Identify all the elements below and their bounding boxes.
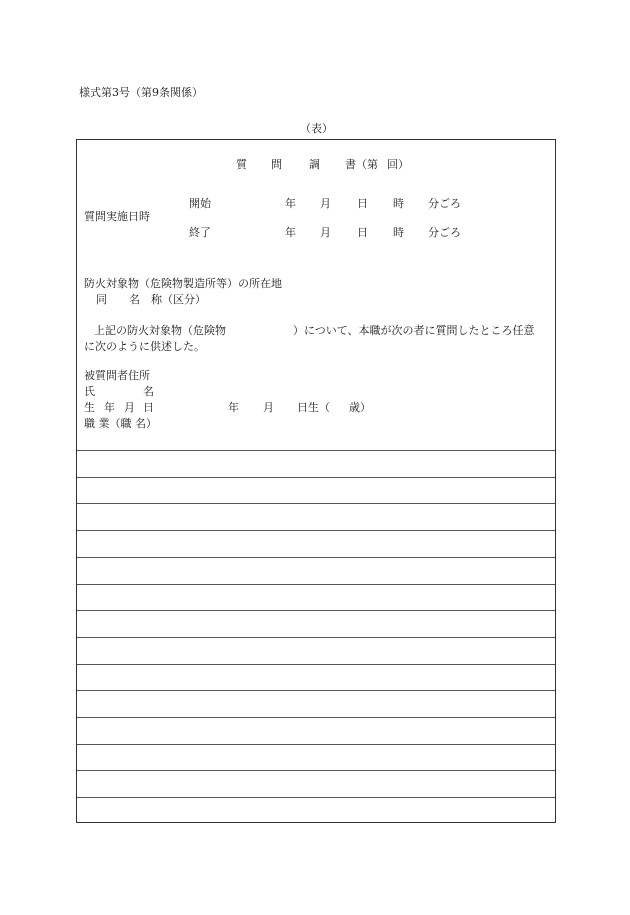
- answer-line[interactable]: [77, 477, 555, 478]
- location-name-label: 同 名 称（区分）: [96, 293, 206, 306]
- time-unit-month: 月: [320, 197, 331, 210]
- name-char: 名: [143, 385, 154, 398]
- title-char: 回）: [387, 158, 409, 171]
- birth-char: 日: [143, 401, 154, 414]
- title-char: 質: [236, 158, 247, 171]
- side-label: （表）: [300, 122, 333, 135]
- respondent-address-label: 被質問者住所: [84, 369, 150, 382]
- answer-line[interactable]: [77, 744, 555, 745]
- time-unit-hour: 時: [393, 226, 404, 239]
- answer-line[interactable]: [77, 450, 555, 451]
- time-unit-day: 日: [357, 197, 368, 210]
- answer-line[interactable]: [77, 530, 555, 531]
- time-unit-year: 年: [285, 197, 296, 210]
- answer-line[interactable]: [77, 637, 555, 638]
- location-label: 防火対象物（危険物製造所等）の所在地: [84, 277, 282, 290]
- birth-char: 生: [84, 401, 95, 414]
- time-unit-year: 年: [285, 226, 296, 239]
- name-char: 氏: [84, 385, 95, 398]
- answer-line[interactable]: [77, 584, 555, 585]
- answer-line[interactable]: [77, 503, 555, 504]
- statement-text: ）について、本職が次の者に質問したところ任意: [293, 324, 535, 337]
- birth-unit: 年: [228, 401, 239, 414]
- form-number: 様式第3号（第9条関係）: [79, 86, 203, 99]
- statement-text: 上記の防火対象物（危険物: [94, 324, 226, 337]
- occupation-label: 職 業（職 名）: [84, 417, 157, 430]
- answer-line[interactable]: [77, 797, 555, 798]
- title-char: 調: [309, 158, 320, 171]
- answer-line[interactable]: [77, 557, 555, 558]
- birth-unit: 日生（: [297, 401, 330, 414]
- time-unit-day: 日: [357, 226, 368, 239]
- interview-time-label: 質問実施日時: [84, 210, 150, 223]
- statement-text: に次のように供述した。: [84, 340, 205, 353]
- answer-line[interactable]: [77, 610, 555, 611]
- time-unit-minute: 分ごろ: [428, 226, 461, 239]
- answer-line[interactable]: [77, 690, 555, 691]
- answer-line[interactable]: [77, 717, 555, 718]
- title-char: 書（第: [345, 158, 378, 171]
- time-unit-month: 月: [320, 226, 331, 239]
- title-char: 問: [271, 158, 282, 171]
- answer-line[interactable]: [77, 770, 555, 771]
- interview-record-form: [76, 139, 556, 823]
- birth-unit: 月: [263, 401, 274, 414]
- time-unit-minute: 分ごろ: [428, 197, 461, 210]
- birth-unit: 歳）: [349, 401, 371, 414]
- end-label: 終了: [189, 226, 211, 239]
- start-label: 開始: [189, 197, 211, 210]
- birth-char: 月: [124, 401, 135, 414]
- answer-line[interactable]: [77, 664, 555, 665]
- birth-char: 年: [104, 401, 115, 414]
- time-unit-hour: 時: [393, 197, 404, 210]
